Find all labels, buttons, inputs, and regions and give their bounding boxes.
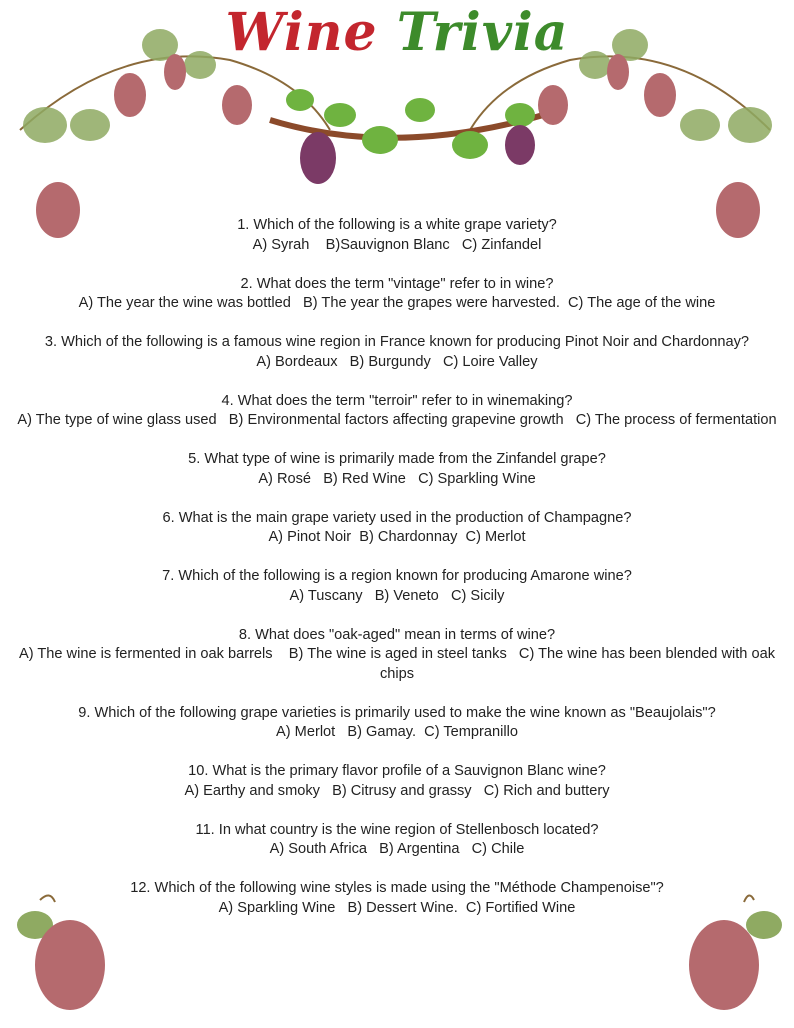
question-text: 8. What does "oak-aged" mean in terms of wine?	[238, 626, 556, 643]
answer-options: A) Syrah B)Sauvignon Blanc C) Zinfandel	[252, 236, 542, 253]
title-word-wine: Wine	[225, 2, 378, 63]
answer-options: A) Pinot Noir B) Chardonnay C) Merlot	[268, 529, 526, 545]
question-block	[8, 567, 786, 606]
grape-vine-top-decoration	[0, 0, 794, 250]
question-text: 6. What is the main grape variety used in the production of Champagne?	[162, 509, 632, 526]
question-block	[8, 275, 786, 314]
question-text: 2. What does the term "vintage" refer to in wine?	[240, 275, 554, 292]
answer-options: A) Bordeaux B) Burgundy C) Loire Valley	[256, 353, 538, 370]
question-text: 5. What type of wine is primarily made from the Zinfandel grape?	[188, 451, 606, 467]
question-text: 11. In what country is the wine region of Stellenbosch located?	[195, 821, 599, 838]
answer-options: A) South Africa B) Argentina C) Chile	[269, 841, 525, 857]
question-block	[8, 216, 786, 255]
question-text: 12. Which of the following wine styles is made using the "Méthode Champenoise"?	[130, 880, 664, 896]
question-block	[8, 821, 786, 860]
question-block	[8, 879, 786, 918]
question-block	[8, 333, 786, 372]
answer-options: A) The type of wine glass used B) Environmental factors affecting grapevine growth C) The process of fermentation	[17, 412, 777, 428]
question-text: 1. Which of the following is a white grape variety?	[237, 217, 557, 233]
answer-options: A) The wine is fermented in oak barrels B) The wine is aged in steel tanks C) The wine has been blended with oak chips	[18, 646, 780, 682]
answer-options: A) The year the wine was bottled B) The year the grapes were harvested. C) The age of the wine	[78, 295, 716, 311]
question-text: 7. Which of the following is a region known for producing Amarone wine?	[162, 568, 632, 584]
title-word-trivia: Trivia	[396, 2, 569, 63]
question-text: 3. Which of the following is a famous wine region in France known for producing Pinot Noir and Chardonnay?	[44, 334, 750, 350]
question-block	[8, 704, 786, 743]
question-text: 9. Which of the following grape varieties is primarily used to make the wine known as "Beaujolais"?	[78, 704, 716, 721]
answer-options: A) Earthy and smoky B) Citrusy and grassy C) Rich and buttery	[184, 782, 610, 799]
answer-options: A) Sparkling Wine B) Dessert Wine. C) Fortified Wine	[218, 899, 576, 916]
question-list	[8, 216, 786, 938]
answer-options: A) Tuscany B) Veneto C) Sicily	[289, 587, 505, 604]
answer-options: A) Merlot B) Gamay. C) Tempranillo	[276, 724, 518, 740]
question-text: 10. What is the primary flavor profile of a Sauvignon Blanc wine?	[188, 763, 606, 779]
question-block	[8, 450, 786, 489]
question-block	[8, 762, 786, 801]
question-block	[8, 626, 786, 685]
question-block	[8, 392, 786, 431]
answer-options: A) Rosé B) Red Wine C) Sparkling Wine	[258, 470, 536, 487]
question-text: 4. What does the term "terroir" refer to in winemaking?	[221, 392, 573, 409]
question-block	[8, 509, 786, 548]
